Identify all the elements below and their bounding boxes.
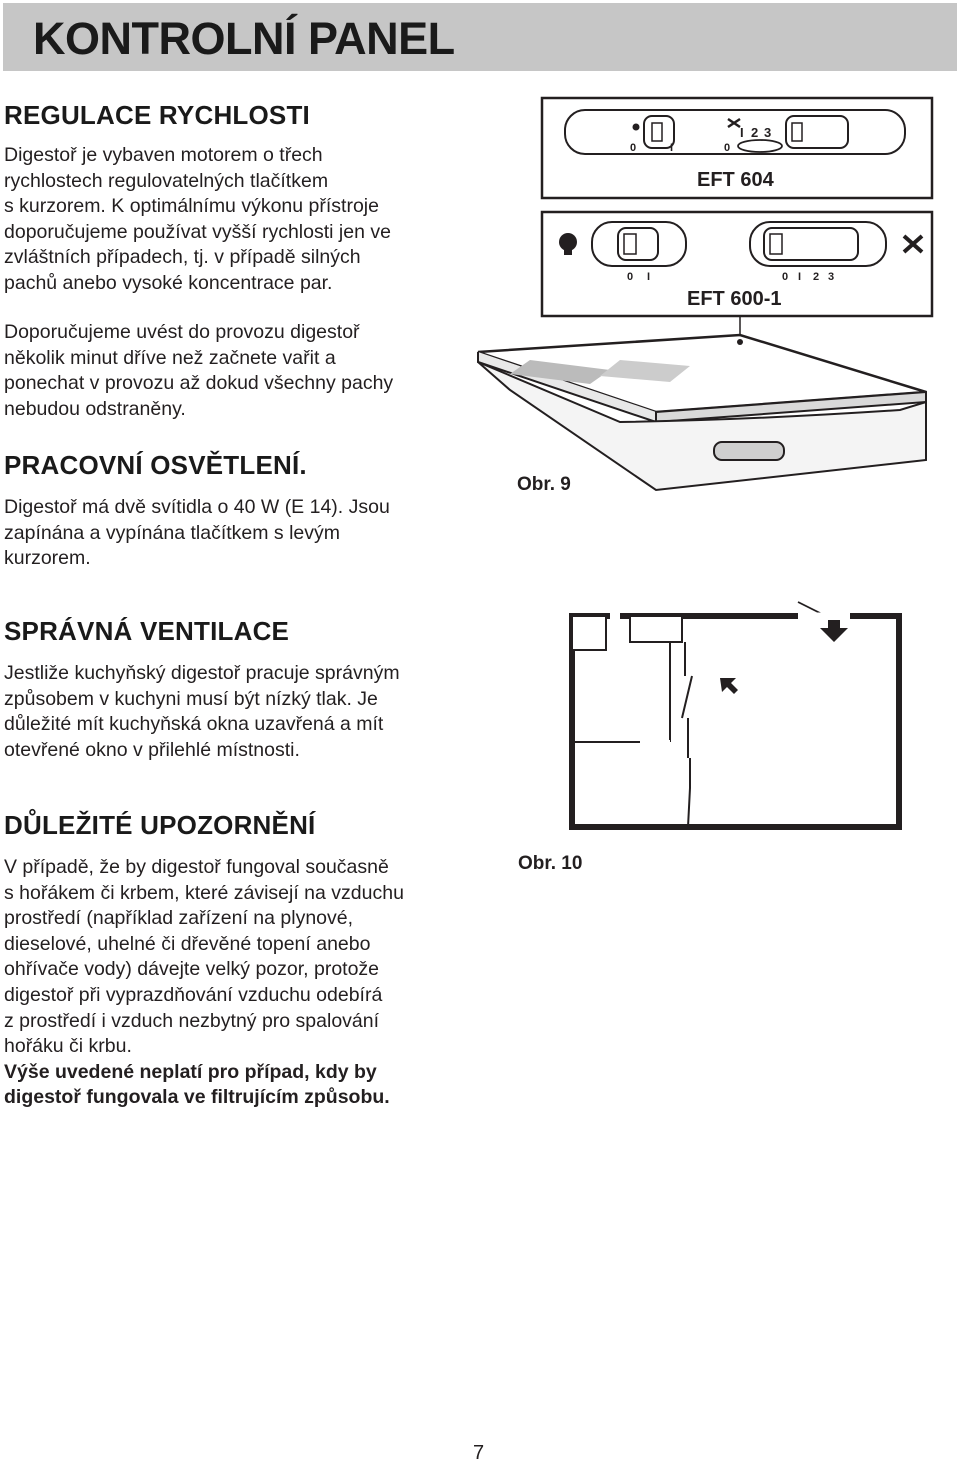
cooker-hood-drawing xyxy=(478,335,926,490)
panel-eft600 xyxy=(542,212,932,316)
fan-scale-0: 0 xyxy=(724,142,731,154)
figure-10 xyxy=(560,598,905,834)
section-heading: SPRÁVNÁ VENTILACE xyxy=(4,616,290,646)
section-paragraph: Digestoř má dvě svítidla o 40 W (E 14). Jsou zapínána a vypínána tlačítkem s levým kurzorem. xyxy=(4,496,390,570)
section-heading: REGULACE RYCHLOSTI xyxy=(4,100,310,130)
light-scale-0: 0 xyxy=(630,142,637,154)
bulb-icon xyxy=(633,124,640,131)
figure-9 xyxy=(470,90,950,490)
page-title: KONTROLNÍ PANEL xyxy=(33,13,455,64)
section-speed-recommendation xyxy=(4,320,474,422)
section-paragraph-bold: Výše uvedené neplatí pro případ, kdy by digestoř fungovala ve filtrujícím způsobu. xyxy=(4,1060,390,1109)
fan-scale-1: I xyxy=(798,271,802,283)
section-lighting xyxy=(4,450,474,572)
page-number: 7 xyxy=(473,1442,485,1464)
section-paragraph: V případě, že by digestoř fungoval současně s hořákem či krbem, které závisejí na vzduchu prostředí (například zařízení na plynové, dieselové, uhelné či dřevěné topení anebo ohřívače vody) dávejte velký pozor, protože digestoř při vyprazdňování vzduchu odebírá z prostředí i vzduch nezbytný pro spalování hořáku či krbu. xyxy=(4,856,404,1058)
section-heading: DŮLEŽITÉ UPOZORNĚNÍ xyxy=(4,810,316,840)
section-ventilation xyxy=(4,616,474,763)
section-paragraph: Doporučujeme uvést do provozu digestoř několik minut dříve než začnete vařit a ponechat v provozu až dokud všechny pachy nebudou odstraněny. xyxy=(4,321,394,420)
fan-scale-1: I xyxy=(740,125,744,140)
light-scale-0: 0 xyxy=(627,271,634,283)
fan-scale-3: 3 xyxy=(764,125,772,140)
section-warning xyxy=(4,810,484,1111)
figure-9-label: Obr. 9 xyxy=(517,474,571,495)
section-speed-regulation xyxy=(4,100,474,297)
fan-scale-2: 2 xyxy=(751,125,759,140)
arrow-diagonal-icon xyxy=(720,678,738,694)
section-paragraph: Jestliže kuchyňský digestoř pracuje správným způsobem v kuchyni musí být nízký tlak. Je důležité mít kuchyňská okna uzavřená a mít otevřené okno v přilehlé místnosti. xyxy=(4,662,400,761)
arrow-down-icon xyxy=(820,620,848,642)
fan-scale-0: 0 xyxy=(782,271,789,283)
model-label-eft600: EFT 600-1 xyxy=(687,288,782,310)
fan-scale-2: 2 xyxy=(813,271,820,283)
light-scale-1: I xyxy=(670,142,674,154)
fan-scale-3: 3 xyxy=(828,271,835,283)
panel-eft604 xyxy=(542,98,932,198)
floor-plan xyxy=(572,602,899,827)
figure-10-label: Obr. 10 xyxy=(518,853,583,874)
light-scale-1: I xyxy=(647,271,651,283)
section-paragraph: Digestoř je vybaven motorem o třech rychlostech regulovatelných tlačítkem s kurzorem. K optimálnímu výkonu přístroje doporučujeme používat vyšší rychlosti jen ve zvláštních případech, tj. v případě silných pachů anebo vysoké koncentrace par. xyxy=(4,144,391,294)
title-banner xyxy=(3,3,957,71)
section-heading: PRACOVNÍ OSVĚTLENÍ. xyxy=(4,450,307,480)
model-label-eft604: EFT 604 xyxy=(697,169,774,191)
